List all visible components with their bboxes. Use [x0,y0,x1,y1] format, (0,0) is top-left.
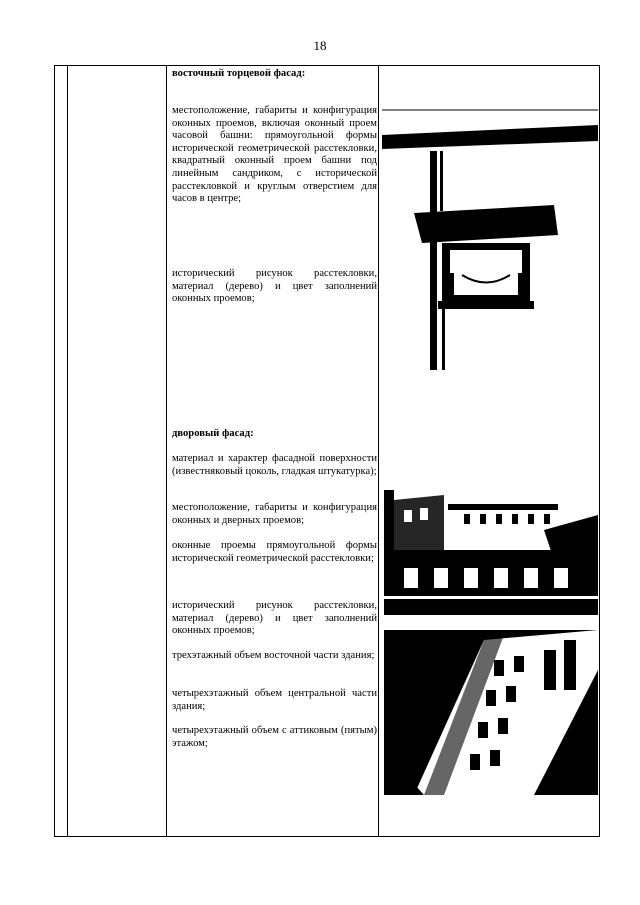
east-facade-item: исторический рисунок расстекловки, материал (дерево) и цвет заполнений оконных проемов; [172,268,377,305]
courtyard-facade-photo [384,490,598,615]
courtyard-facade-title: дворовый фасад: [172,428,254,439]
courtyard-facade-item: оконные проемы прямоугольной формы исторической геометрической расстекловки; [172,540,377,564]
column-divider [166,66,167,836]
building-facade-photo [384,630,598,795]
courtyard-facade-item: четырехэтажный объем центральной части здания; [172,688,377,712]
courtyard-facade-item: местоположение, габариты и конфигурация оконных и дверных проемов; [172,502,377,526]
courtyard-facade-item: исторический рисунок расстекловки, материал (дерево) и цвет заполнений оконных проемов; [172,600,377,637]
page-number: 18 [313,38,327,53]
east-facade-item: местоположение, габариты и конфигурация оконных проемов, включая оконный проем часовой башни: прямоугольной формы исторической геометрической расстекловки, квадратный оконный проем башни под линейным сандриком, с исторической расстекловкой и круглым отверстием для часов в центре; [172,105,377,205]
column-divider [67,66,68,836]
courtyard-facade-item: трехэтажный объем восточной части здания; [172,650,375,661]
column-divider [378,66,379,836]
clock-tower-window-photo [382,105,598,370]
courtyard-facade-item: материал и характер фасадной поверхности (известняковый цоколь, гладкая штукатурка); [172,453,377,477]
east-facade-title: восточный торцевой фасад: [172,68,306,79]
courtyard-facade-item: четырехэтажный объем с аттиковым (пятым) этажом; [172,725,377,749]
